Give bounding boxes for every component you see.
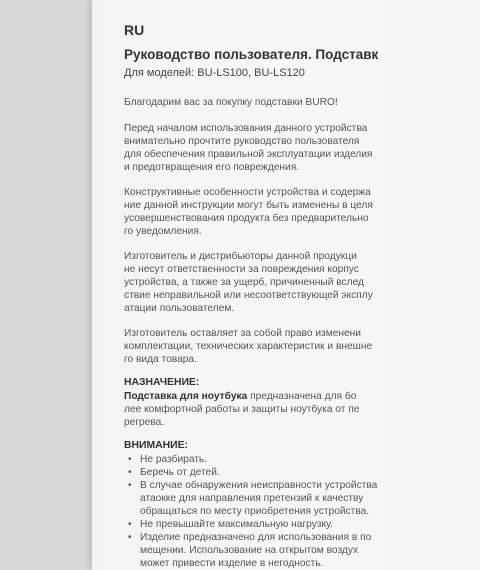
paragraph-line: атации пользователем. — [124, 303, 235, 315]
paragraph-line: внимательно прочтите руководство пользователя — [124, 135, 360, 147]
models-line: Для моделей: BU-LS100, BU-LS120 — [124, 67, 305, 79]
warning-heading: ВНИМАНИЕ: — [124, 439, 188, 451]
warning-item: • Беречь от детей. — [128, 466, 220, 478]
paragraph-line: Изготовитель и дистрибьюторы данной продукци — [124, 250, 357, 262]
warning-item-continued: может привести изделие в негодность. — [140, 557, 324, 569]
bullet-icon: • — [128, 453, 132, 465]
bullet-icon: • — [128, 518, 132, 530]
warning-item-continued: мещении. Использование на открытом воздух — [140, 544, 359, 556]
warning-item: • Не разбирать. — [128, 453, 208, 465]
paragraph-line: для обеспечения правильной эксплуатации изделия — [124, 148, 373, 160]
bullet-icon: • — [128, 466, 132, 478]
language-code: RU — [124, 22, 145, 38]
manual-page — [92, 0, 480, 570]
purpose-heading: НАЗНАЧЕНИЕ: — [124, 377, 200, 389]
purpose-line: лее комфортной работы и защиты ноутбука от пе — [124, 404, 360, 416]
paragraph-line: комплектации, технических характеристик и внешне — [124, 341, 373, 353]
purpose-line: регрева. — [124, 417, 165, 429]
paragraph-line: усовершенствования продукта без предварительно — [124, 212, 369, 224]
paragraph-line: Конструктивные особенности устройства и содержа — [124, 186, 371, 198]
paragraph-line: устройства, а также за ущерб, причиненный вслед — [124, 277, 364, 288]
paragraph-line: го уведомления. — [124, 225, 202, 237]
paragraph-line: и предотвращения его повреждения. — [124, 161, 300, 173]
purpose-product-name: Подставка для ноутбука — [124, 391, 248, 403]
bullet-icon: • — [128, 479, 132, 491]
manual-title: Руководство пользователя. Подставк — [124, 47, 379, 62]
thanks-text: Благодарим вас за покупку подставки BURO! — [124, 96, 338, 108]
warning-item: • В случае обнаружения неисправности устройства — [128, 479, 378, 491]
purpose-text: предназначена для бо — [247, 391, 357, 403]
warning-item-continued: атаокке для направления претензий к качеству — [140, 492, 364, 504]
paragraph-line: ние данной инструкции могут быть изменены в целя — [124, 199, 373, 211]
purpose-line — [124, 390, 356, 404]
warning-item: • Не превышайте максимальную нагрузку. — [128, 518, 333, 530]
paragraph-line: ствие неправильной или несоответствующей эксплу — [124, 290, 373, 302]
paragraph-line: го вида товара. — [124, 354, 197, 366]
warning-item-continued: обращаться по месту приобретения устройства. — [140, 505, 370, 517]
warning-item: • Изделие предназначено для использования в по — [128, 531, 372, 543]
paragraph-line: Изготовитель оставляет за собой право изменени — [124, 328, 361, 340]
bullet-icon: • — [128, 531, 132, 543]
paragraph-line: не несут ответственности за повреждения корпус — [124, 263, 359, 275]
paragraph-line: Перед началом использования данного устройства — [124, 122, 368, 134]
